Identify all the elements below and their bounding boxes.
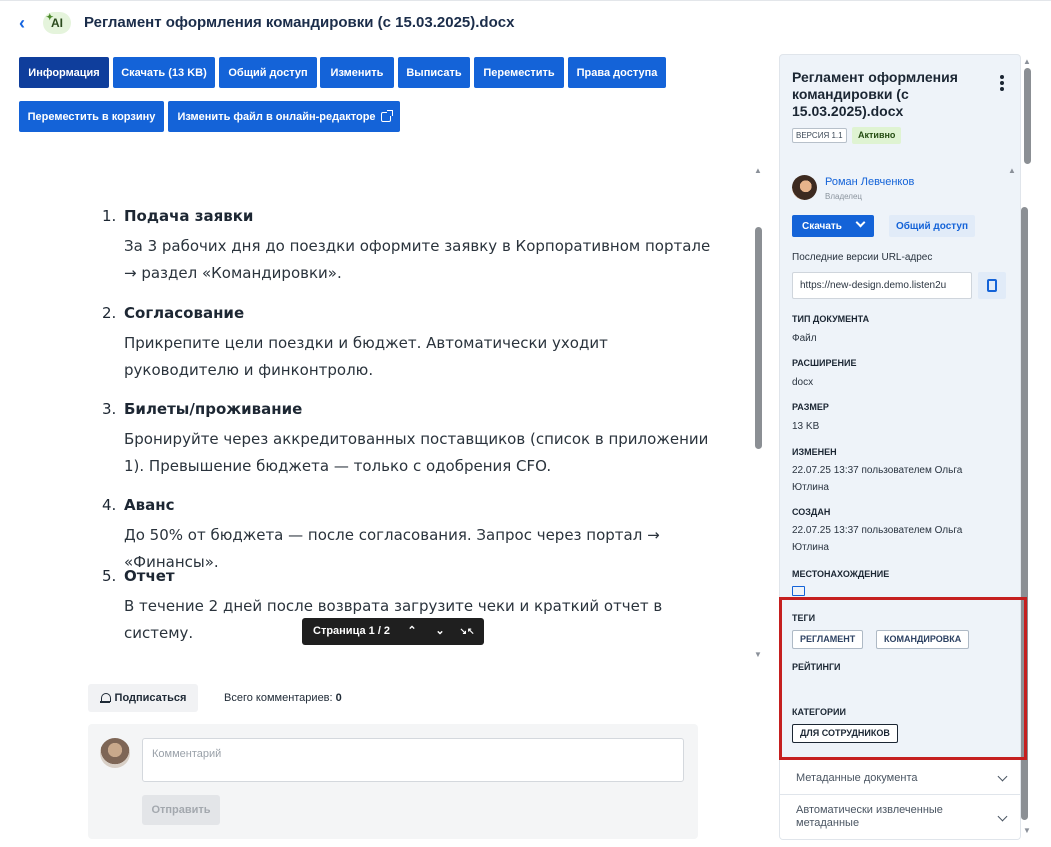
ai-badge[interactable] [43,12,71,34]
tags-key: ТЕГИ [792,613,816,623]
status-badge: Активно [852,127,901,144]
folder-icon[interactable] [792,586,805,596]
panel-scroll-up-arrow[interactable]: ▲ [1023,57,1031,66]
comments-count-value: 0 [335,692,342,704]
owner-name[interactable]: Роман Левченков [825,176,915,188]
accordion-document-metadata[interactable] [780,759,1021,795]
extension-key: РАСШИРЕНИЕ [792,358,857,368]
avatar [100,738,130,768]
panel-download-label: Скачать [802,220,842,232]
item-body: В течение 2 дней после возврата загрузите чеки и краткий отчет в систему. [124,597,663,642]
more-options-icon[interactable] [999,75,1005,91]
avatar [792,175,817,200]
chevron-down-icon [998,812,1008,822]
item-body: За 3 рабочих дня до поездки оформите заявку в Корпоративном портале → раздел «Командировки». [124,237,711,282]
accordion-extracted-metadata[interactable] [780,794,1021,840]
panel-scroll-down-arrow[interactable]: ▼ [1023,826,1031,835]
created-key: СОЗДАН [792,507,831,517]
back-button[interactable]: ‹ [19,13,25,33]
accordion-label: Автоматически извлеченные метаданные [796,804,943,829]
doc-type-key: ТИП ДОКУМЕНТА [792,314,870,324]
size-value: 13 KB [792,421,820,432]
copy-icon [987,279,997,292]
page-indicator: Страница 1 / 2 [313,625,391,637]
page-title: Регламент оформления командировки (с 15.03.2025).docx [84,14,515,31]
move-button[interactable]: Переместить [474,57,564,88]
item-number: 3. [102,400,117,418]
top-divider [0,0,1051,1]
extension-value: docx [792,377,814,388]
panel-share-button[interactable]: Общий доступ [889,215,975,237]
tag-chip[interactable]: РЕГЛАМЕНТ [792,630,863,649]
edit-online-button[interactable] [168,101,400,132]
collapse-icon[interactable]: ↘↖ [459,626,475,636]
item-number: 1. [102,207,117,225]
subscribe-button[interactable] [88,684,198,712]
share-button[interactable]: Общий доступ [219,57,317,88]
chevron-down-icon [998,772,1008,782]
send-button[interactable]: Отправить [142,795,220,825]
panel-title: Регламент оформления командировки (с 15.03.2025).docx [792,69,958,119]
viewer-scroll-up-arrow[interactable]: ▲ [754,166,762,175]
categories-key: КАТЕГОРИИ [792,707,846,717]
checkout-button[interactable]: Выписать [398,57,470,88]
item-body: Прикрепите цели поездки и бюджет. Автоматически уходит руководителю и финконтролю. [124,334,608,379]
edit-button[interactable]: Изменить [320,57,394,88]
page-up-icon[interactable]: ⌃ [407,625,417,637]
external-link-icon [381,112,391,122]
accordion-label: Метаданные документа [796,772,918,784]
panel-inner-scrollbar[interactable] [1021,207,1028,820]
copy-button[interactable] [978,272,1006,299]
size-key: РАЗМЕР [792,402,829,412]
bell-icon [100,693,110,704]
item-heading: Аванс [124,496,175,514]
modified-value: 22.07.25 13:37 пользователем Ольга Ютлина [792,465,963,493]
item-number: 5. [102,567,117,585]
created-value: 22.07.25 13:37 пользователем Ольга Ютлина [792,525,963,553]
location-key: МЕСТОНАХОЖДЕНИЕ [792,569,890,579]
page-navigator [302,618,484,645]
info-panel [779,54,1021,840]
tag-chip[interactable]: КОМАНДИРОВКА [876,630,969,649]
viewer-scrollbar[interactable] [755,227,762,449]
doc-type-value: Файл [792,333,817,344]
panel-download-button[interactable] [792,215,874,237]
page-down-icon[interactable]: ⌄ [435,625,445,637]
ratings-key: РЕЙТИНГИ [792,662,841,672]
version-badge: ВЕРСИЯ 1.1 [792,128,847,143]
comments-count-label: Всего комментариев: [224,692,333,704]
info-button[interactable]: Информация [19,57,109,88]
comments-count [224,692,342,704]
item-number: 2. [102,304,117,322]
move-to-trash-button[interactable]: Переместить в корзину [19,101,164,132]
item-heading: Подача заявки [124,207,254,225]
url-label: Последние версии URL-адрес [792,252,933,263]
panel-inner-scroll-up-arrow[interactable]: ▲ [1008,166,1016,175]
item-body: До 50% от бюджета — после согласования. Запрос через портал → «Финансы». [124,526,660,571]
owner-role: Владелец [825,192,863,201]
edit-online-label: Изменить файл в онлайн-редакторе [177,110,376,123]
item-number: 4. [102,496,117,514]
subscribe-label: Подписаться [114,692,187,704]
item-heading: Отчет [124,567,175,585]
item-heading: Билеты/проживание [124,400,303,418]
ai-label: AI [51,16,63,30]
download-button[interactable]: Скачать (13 KB) [113,57,215,88]
chevron-down-icon [856,218,866,228]
modified-key: ИЗМЕНЕН [792,447,837,457]
permissions-button[interactable]: Права доступа [568,57,666,88]
panel-scrollbar[interactable] [1024,68,1031,164]
viewer-scroll-down-arrow[interactable]: ▼ [754,650,762,659]
category-chip[interactable]: ДЛЯ СОТРУДНИКОВ [792,724,898,743]
item-body: Бронируйте через аккредитованных поставщиков (список в приложении 1). Превышение бюджета — только с одобрения CFO. [124,430,709,475]
sparkle-icon: ✦ [46,12,54,22]
comment-input[interactable]: Комментарий [142,738,684,782]
item-heading: Согласование [124,304,245,322]
url-field[interactable]: https://new-design.demo.listen2u [792,272,972,299]
